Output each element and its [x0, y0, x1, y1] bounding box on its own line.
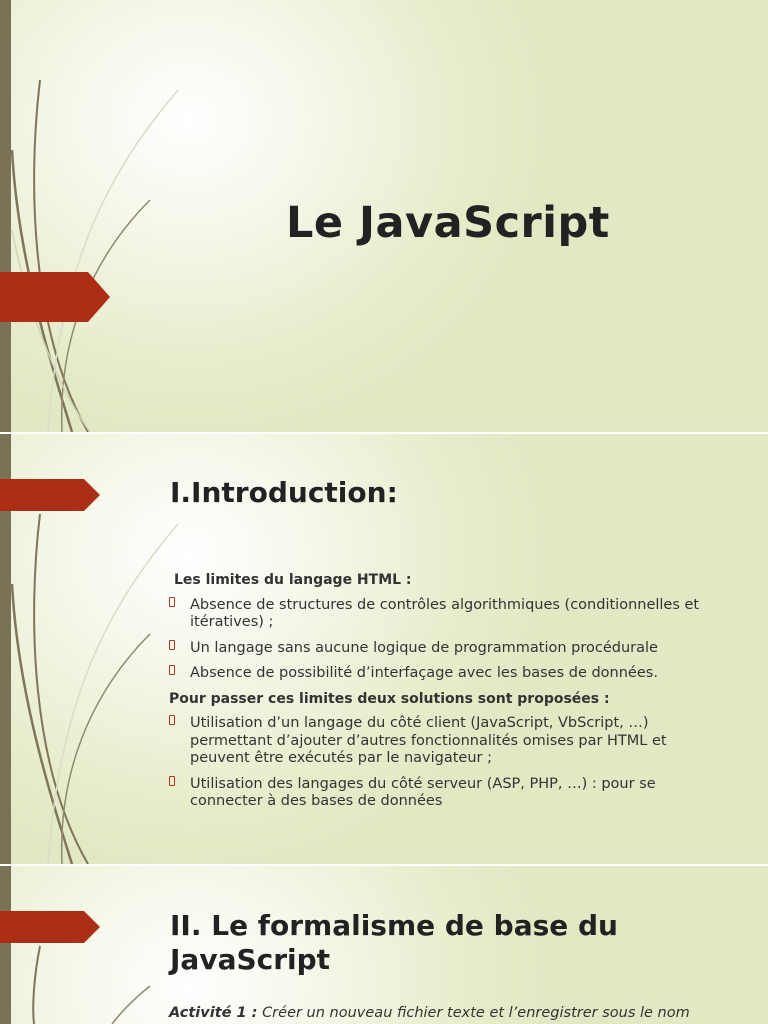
presentation-title: Le JavaScript	[286, 198, 610, 248]
red-arrow-tab	[0, 911, 100, 943]
activity-label: Activité 1 :	[169, 1005, 258, 1021]
bullet-icon	[169, 597, 175, 607]
bullet-icon	[169, 776, 175, 786]
red-arrow-tab	[0, 479, 100, 511]
activity-text	[169, 1004, 729, 1022]
activity-description: Créer un nouveau fichier texte et l’enregistrer sous le nom	[262, 1005, 690, 1021]
limits-list	[169, 597, 729, 683]
bullet-icon	[169, 665, 175, 675]
title-slide	[0, 0, 768, 432]
list-item: Utilisation d’un langage du côté client (JavaScript, VbScript, …) permettant d’ajouter d’autres fonctionnalités omises par HTML et peuvent être exécutés par le navigateur ;	[169, 715, 729, 768]
bullet-icon	[169, 715, 175, 725]
introduction-slide	[0, 434, 768, 864]
decorative-curves-icon	[0, 0, 200, 432]
list-item: Utilisation des langages du côté serveur (ASP, PHP, …) : pour se connecter à des bases de données	[169, 776, 729, 811]
section-heading: II. Le formalisme de base du JavaScript	[170, 909, 618, 976]
list-item: Un langage sans aucune logique de programmation procédurale	[169, 640, 729, 658]
intro-content	[169, 572, 729, 819]
bullet-icon	[169, 640, 175, 650]
red-arrow-tab	[0, 272, 110, 322]
solutions-list	[169, 715, 729, 811]
solutions-subtitle: Pour passer ces limites deux solutions sont proposées :	[169, 690, 610, 707]
formalism-slide	[0, 866, 768, 1024]
limits-subtitle: Les limites du langage HTML :	[174, 572, 412, 588]
list-item: Absence de possibilité d’interfaçage avec les bases de données.	[169, 665, 729, 683]
list-item: Absence de structures de contrôles algorithmiques (conditionnelles et itératives) ;	[169, 597, 729, 632]
section-heading: I.Introduction:	[170, 476, 398, 509]
